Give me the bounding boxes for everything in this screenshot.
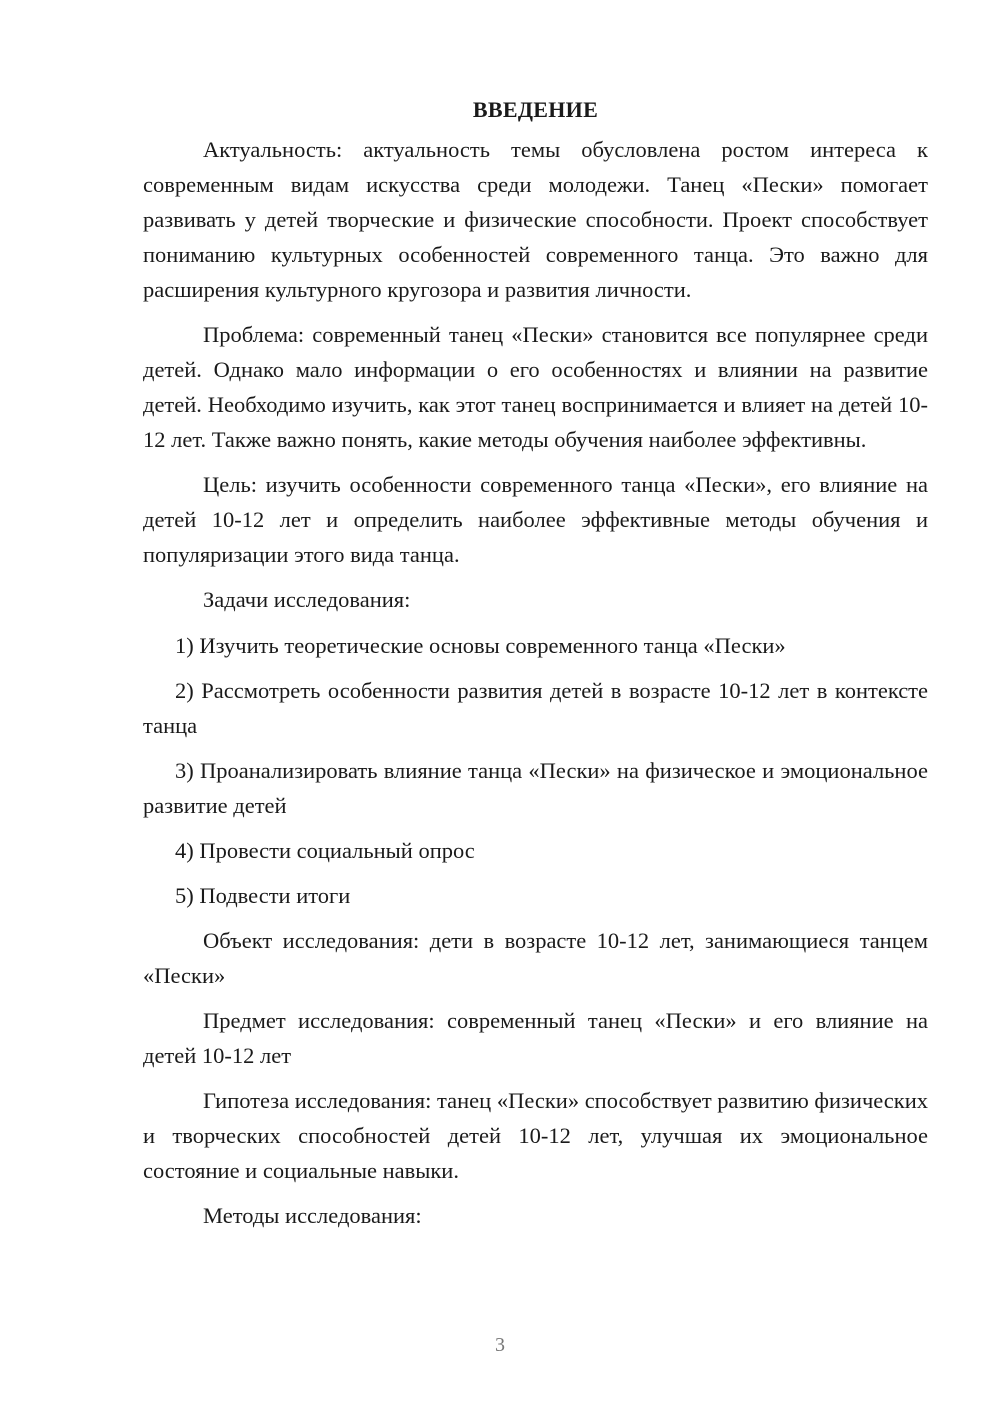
- paragraph-hypothesis: Гипотеза исследования: танец «Пески» способствует развитию физических и творческих способностей детей 10-12 лет, улучшая их эмоциональное состояние и социальные навыки.: [143, 1088, 929, 1183]
- task-item-4: 4) Провести социальный опрос: [175, 838, 475, 863]
- paragraph-subject: Предмет исследования: современный танец «Пески» и его влияние на детей 10-12 лет: [143, 1008, 928, 1068]
- task-item-2: 2) Рассмотреть особенности развития детей в возрасте 10-12 лет в контексте танца: [143, 678, 928, 738]
- paragraph-object: Объект исследования: дети в возрасте 10-12 лет, занимающиеся танцем «Пески»: [143, 928, 928, 988]
- section-heading: ВВЕДЕНИЕ: [472, 97, 599, 122]
- paragraph-problem: Проблема: современный танец «Пески» становится все популярнее среди детей. Однако мало информации о его особенностях и влиянии на развитие детей. Необходимо изучить, как этот танец воспринимается и влияет на детей 10-12 лет. Также важно понять, какие методы обучения наиболее эффективны.: [143, 322, 928, 452]
- task-item-3: 3) Проанализировать влияние танца «Пески» на физическое и эмоциональное развитие детей: [143, 758, 928, 818]
- paragraph-relevance: Актуальность: актуальность темы обусловлена ростом интереса к современным видам искусства среди молодежи. Танец «Пески» помогает развивать у детей творческие и физические способности. Проект способствует пониманию культурных особенностей современного танца. Это важно для расширения культурного кругозора и развития личности.: [143, 137, 928, 302]
- paragraph-methods-title: Методы исследования:: [203, 1203, 422, 1228]
- paragraph-tasks-title: Задачи исследования:: [203, 587, 411, 612]
- task-item-1: 1) Изучить теоретические основы современного танца «Пески»: [175, 633, 786, 658]
- document-page: [143, 92, 928, 1243]
- task-item-5: 5) Подвести итоги: [175, 883, 351, 908]
- paragraph-goal: Цель: изучить особенности современного танца «Пески», его влияние на детей 10-12 лет и определить наиболее эффективные методы обучения и популяризации этого вида танца.: [143, 472, 928, 567]
- page-number: 3: [495, 1334, 505, 1356]
